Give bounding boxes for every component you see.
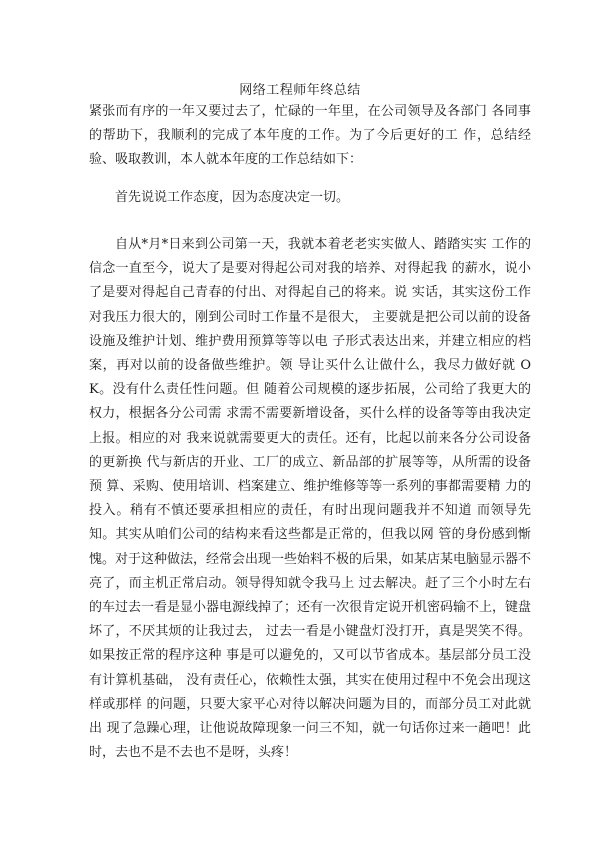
paragraph-body: 自从*月*日来到公司第一天，我就本着老老实实做人、踏踏实实 工作的信念一直至今，说大了是要对得起公司对我的培养、对得起我 的薪水，说小了是要对得起自己青春的付出、对得起自己的将来。说 实话，其实这份工作对我压力很大的，刚到公司时工作量不是很大， 主要就是把公司以前的设备设施及维护计划、维护费用预算等等以电 子形式表达出来，并建立相应的档案，再对以前的设备做些维护。领 导让买什么让做什么，我尽力做好就 OK。没有什么责任性问题。但 随着公司规模的逐步拓展，公司给了我更大的权力，根据各分公司需 求需不需要新增设备，买什么样的设备等等由我决定上报。相应的对 我来说就需要更大的责任。还有，比起以前来各分公司设备的更新换 代与新店的开业、工厂的成立、新品部的扩展等等，从所需的设备预 算、采购、使用培训、档案建立、维护维修等等一系列的事都需要精 力的投入。稍有不慎还要承担相应的责任，有时出现问题我并不知道 而领导先知。其实从咱们公司的结构来看这些都是正常的，但我以网 管的身份感到惭愧。对于这种做法，经常会出现一些始料不极的后果，如某店某电脑显示器不亮了，而主机正常启动。领导得知就令我马上 过去解决。赶了三个小时左右的车过去一看是显小器电源线掉了；还有一次很肯定说开机密码输不上，键盘坏了，不厌其烦的让我过去， 过去一看是小键盘灯没打开，真是哭笑不得。如果按正常的程序这种 事是可以避免的，又可以节省成本。基层部分员工没有计算机基础， 没有责任心，依赖性太强，其实在使用过程中不免会出现这样或那样 的问题，只要大家平心对待以解决问题为目的，而部分员工对此就出 现了急躁心理，让他说故障现象一问三不知，就一句话你过来一趟吧！此时，去也不是不去也不是呀，头疼！	[89, 237, 532, 761]
paragraph-attitude: 首先说说工作态度，因为态度决定一切。	[115, 190, 350, 205]
document-title: 网络工程师年终总结	[239, 83, 361, 98]
paragraph-intro: 紧张而有序的一年又要过去了，忙碌的一年里，在公司领导及各部门 各同事的帮助下，我顺利的完成了本年度的工作。为了今后更好的工 作，总结经验、吸取教训，本人就本年度的工作总结如下：	[89, 104, 531, 168]
